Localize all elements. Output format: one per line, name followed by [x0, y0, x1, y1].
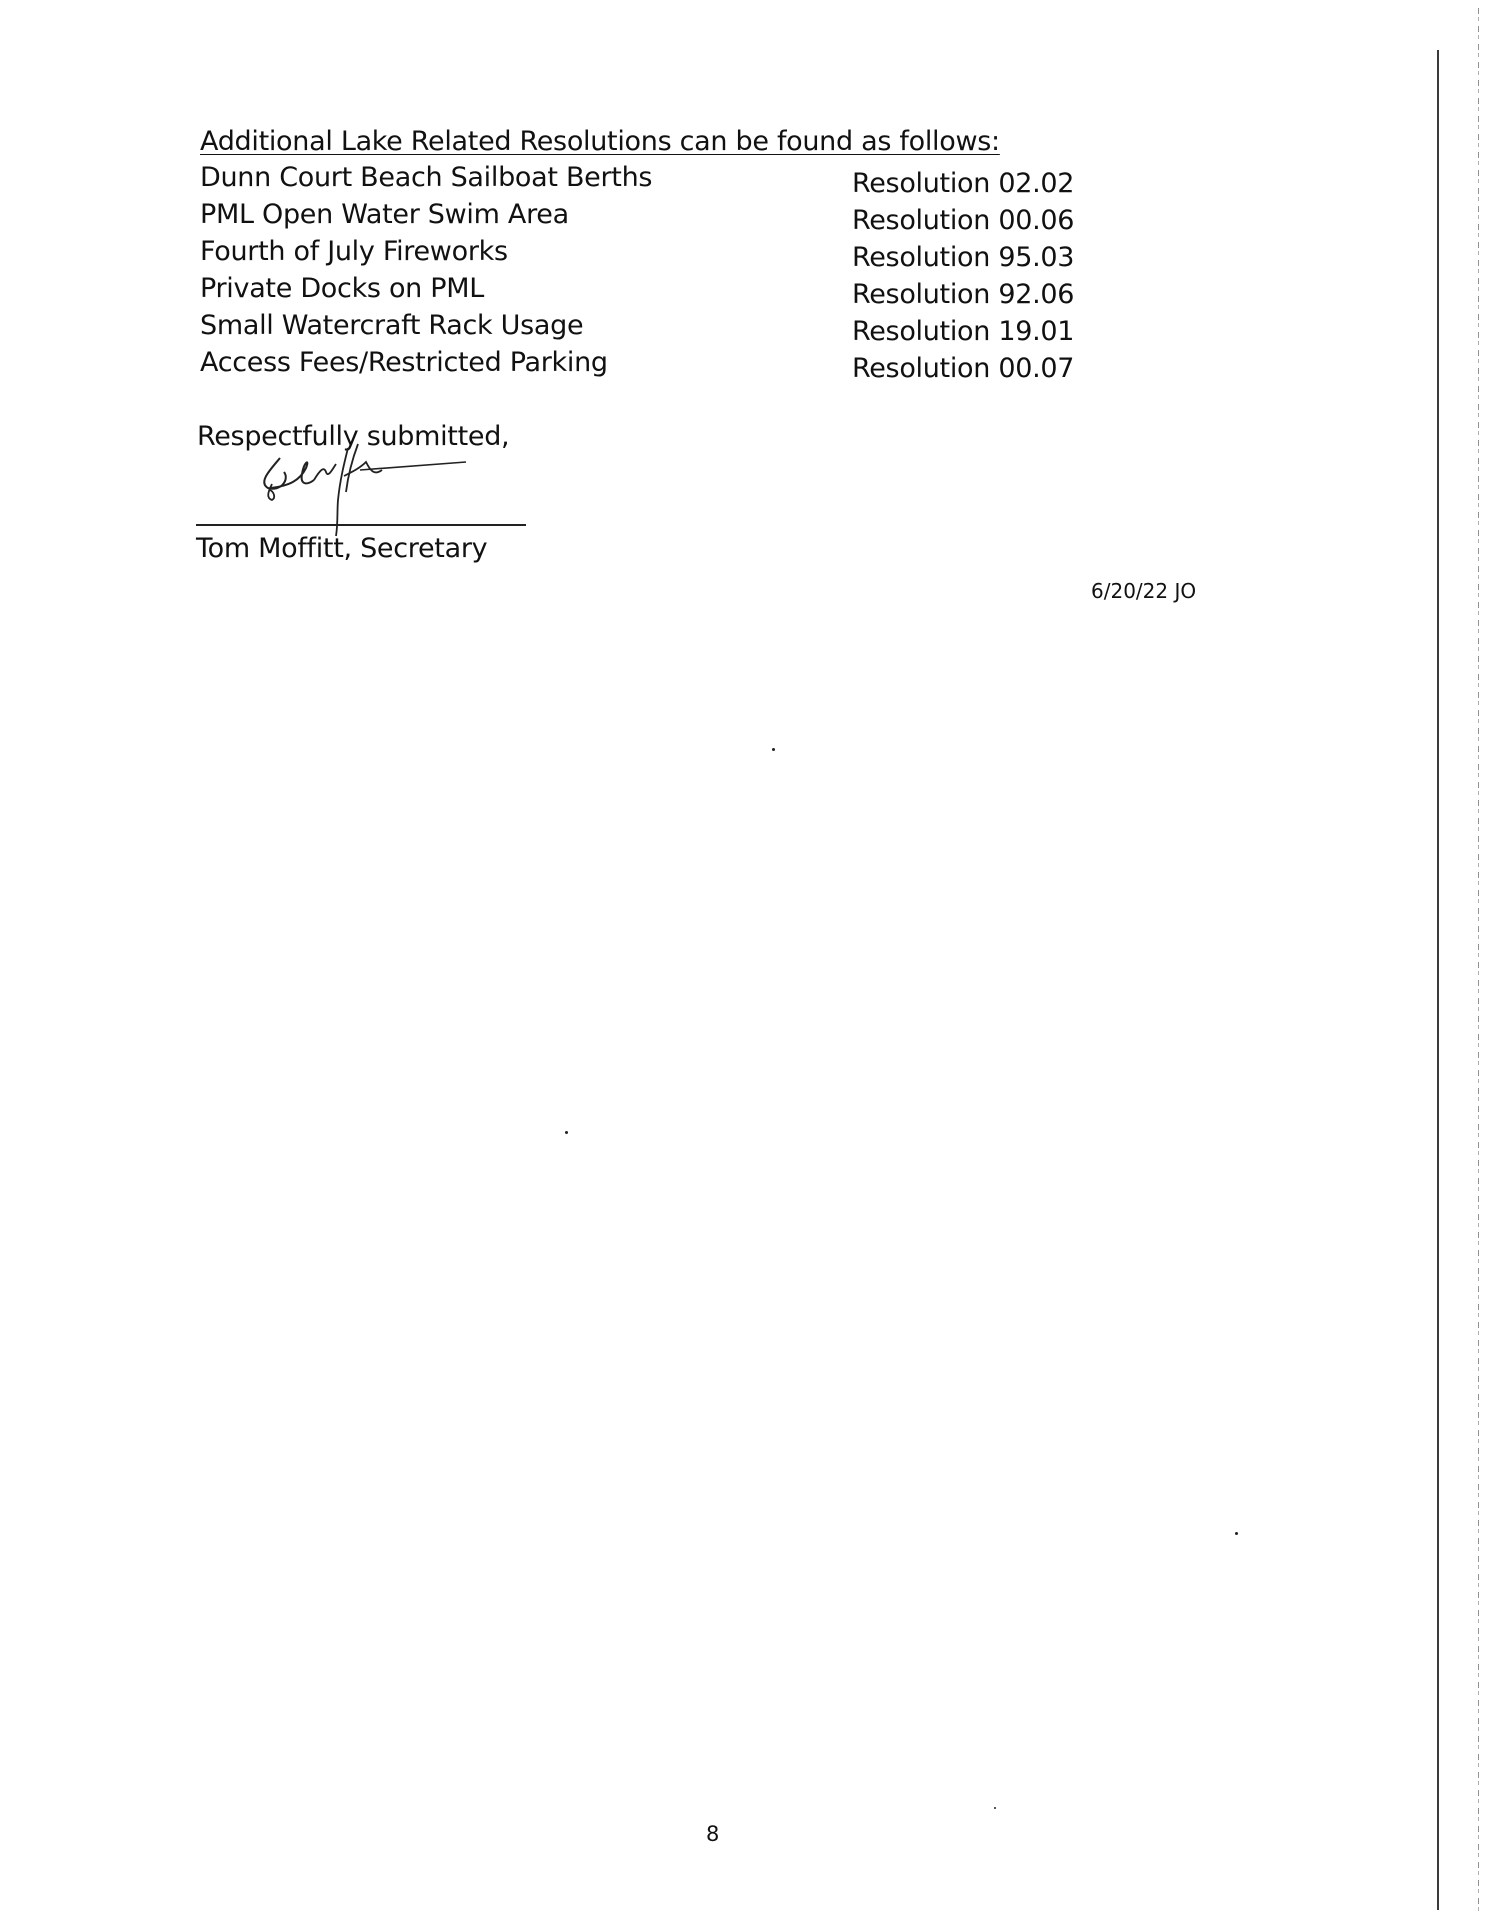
scan-edge-line — [1437, 50, 1439, 1910]
date-note: 6/20/22 JO — [1091, 579, 1197, 603]
scan-edge-dashes — [1478, 8, 1479, 1913]
resolution-row — [200, 310, 1080, 347]
resolution-name: PML Open Water Swim Area — [200, 199, 569, 230]
resolution-number: Resolution 00.07 — [852, 353, 1075, 384]
resolution-row — [200, 273, 1080, 310]
scan-speck — [1235, 1532, 1238, 1535]
resolutions-heading: Additional Lake Related Resolutions can be found as follows: — [200, 126, 1000, 157]
resolution-number: Resolution 95.03 — [852, 242, 1075, 273]
resolution-row — [200, 199, 1080, 236]
signature-line — [196, 524, 526, 526]
scan-speck — [565, 1131, 568, 1134]
page-number: 8 — [706, 1822, 720, 1846]
signer-name: Tom Moffitt, Secretary — [196, 533, 488, 564]
resolution-name: Small Watercraft Rack Usage — [200, 310, 584, 341]
resolution-number: Resolution 02.02 — [852, 168, 1075, 199]
scan-speck — [772, 748, 775, 751]
resolution-name: Fourth of July Fireworks — [200, 236, 508, 267]
resolutions-list — [200, 162, 1080, 384]
closing-text: Respectfully submitted, — [197, 421, 510, 452]
resolution-row — [200, 236, 1080, 273]
resolution-number: Resolution 19.01 — [852, 316, 1075, 347]
resolution-row — [200, 347, 1080, 384]
resolution-number: Resolution 00.06 — [852, 205, 1075, 236]
resolution-name: Private Docks on PML — [200, 273, 484, 304]
resolution-number: Resolution 92.06 — [852, 279, 1075, 310]
scan-speck — [994, 1807, 996, 1809]
resolution-name: Access Fees/Restricted Parking — [200, 347, 608, 378]
resolution-name: Dunn Court Beach Sailboat Berths — [200, 162, 653, 193]
resolution-row — [200, 162, 1080, 199]
